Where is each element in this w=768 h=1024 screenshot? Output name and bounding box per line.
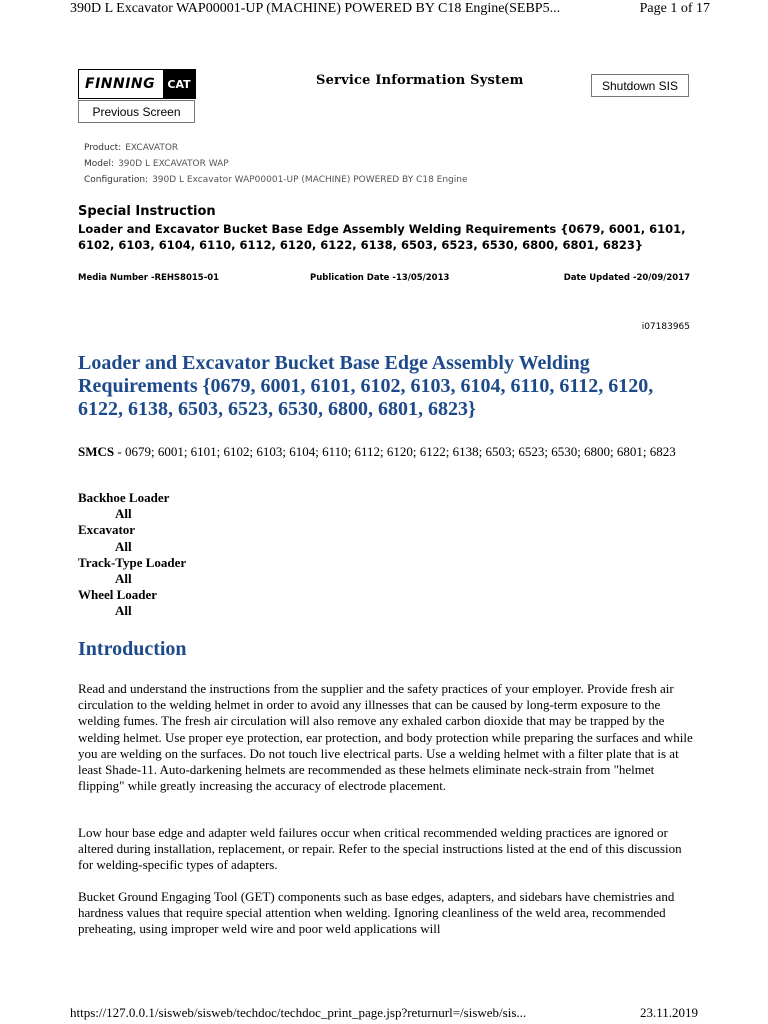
previous-screen-button[interactable]: Previous Screen bbox=[78, 100, 195, 123]
doc-subtitle: Loader and Excavator Bucket Base Edge Assembly Welding Requirements {0679, 6001, 6101, 6102, 6103, 6104, 6110, 6112, 6120, 6122, 6138, 6503, 6523, 6530, 6800, 6801, 6823} bbox=[78, 222, 686, 252]
media-number: Media Number -REHS8015-01 bbox=[78, 273, 220, 283]
page-info: Page 1 of 17 bbox=[639, 1, 710, 16]
meta-product-value: EXCAVATOR bbox=[125, 143, 179, 153]
model-value: All bbox=[115, 603, 132, 619]
print-header-title: 390D L Excavator WAP00001-UP (MACHINE) POWERED BY C18 Engine(SEBP5... bbox=[70, 1, 561, 16]
print-footer bbox=[70, 1005, 698, 1023]
meta-config-value: 390D L Excavator WAP00001-UP (MACHINE) POWERED BY C18 Engine bbox=[152, 175, 468, 185]
footer-date: 23.11.2019 bbox=[639, 1005, 698, 1020]
model-value: All bbox=[115, 538, 132, 554]
intro-paragraph-1: Read and understand the instructions from the supplier and the safety practices of your employer. Provide fresh air circulation to the welding helmet in order to avoid any illnesses that can be caused by long-term exposure to the welding fumes. The fresh air circulation will also remove any exhaled carbon dioxide that may be trapped by the welding helmet. Use proper eye protection, ear protection, and body protection while preparing the surfaces and while you are welding on the surfaces. Do not touch live electrical parts. Use a welding helmet with a filter plate that is at least Shade-11. Auto-darkening helmets are recommended as these helmets eliminate neck-strain from "helmet flipping" while greatly increasing the accuracy of electrode placement. bbox=[78, 681, 693, 794]
main-heading: Loader and Excavator Bucket Base Edge Assembly Welding Requirements {0679, 6001, 6101, 6102, 6103, 6104, 6110, 6112, 6120, 6122, 6138, 6503, 6523, 6530, 6800, 6801, 6823} bbox=[78, 352, 654, 420]
intro-paragraph-2: Low hour base edge and adapter weld failures occur when critical recommended welding practices are ignored or altered during installation, replacement, or repair. Refer to the special instructions listed at the end of this discussion for welding-specific types of adapters. bbox=[78, 825, 682, 873]
meta-model bbox=[84, 159, 229, 169]
date-updated: Date Updated -20/09/2017 bbox=[563, 273, 690, 283]
meta-configuration bbox=[84, 175, 468, 185]
model-list bbox=[78, 490, 186, 620]
meta-model-label: Model: bbox=[84, 159, 115, 169]
shutdown-sis-button[interactable]: Shutdown SIS bbox=[591, 74, 689, 97]
cat-logo-icon: CAT bbox=[163, 70, 195, 98]
meta-product bbox=[84, 143, 178, 153]
intro-heading: Introduction bbox=[78, 638, 187, 660]
smcs-codes bbox=[78, 444, 678, 460]
publication-date: Publication Date -13/05/2013 bbox=[310, 273, 450, 283]
model-value: All bbox=[115, 506, 132, 522]
meta-product-label: Product: bbox=[84, 143, 122, 153]
print-header bbox=[70, 0, 710, 20]
smcs-value: - 0679; 6001; 6101; 6102; 6103; 6104; 6110; 6112; 6120; 6122; 6138; 6503; 6523; 6530; 6800; 6801; 6823 bbox=[114, 444, 676, 459]
doc-id: i07183965 bbox=[641, 322, 690, 332]
model-name: Wheel Loader bbox=[78, 587, 158, 603]
intro-paragraph-3: Bucket Ground Engaging Tool (GET) components such as base edges, adapters, and sidebars have chemistries and hardness values that require special attention when welding. Ignoring cleanliness of the weld area, recommended preheating, using improper weld wire and poor weld applications will bbox=[78, 889, 675, 937]
sis-title: Service Information System bbox=[316, 73, 524, 88]
footer-url: https://127.0.0.1/sisweb/sisweb/techdoc/techdoc_print_page.jsp?returnurl=/sisweb/sis... bbox=[70, 1005, 527, 1020]
doc-type: Special Instruction bbox=[78, 204, 216, 219]
model-name: Backhoe Loader bbox=[78, 490, 170, 505]
meta-model-value: 390D L EXCAVATOR WAP bbox=[118, 159, 229, 169]
model-name: Track-Type Loader bbox=[78, 554, 187, 570]
finning-cat-logo bbox=[78, 69, 196, 99]
meta-config-label: Configuration: bbox=[84, 175, 149, 185]
smcs-label: SMCS bbox=[78, 444, 115, 459]
logo-brand: FINNING bbox=[85, 76, 156, 92]
model-value: All bbox=[115, 571, 132, 587]
model-name: Excavator bbox=[78, 522, 136, 538]
